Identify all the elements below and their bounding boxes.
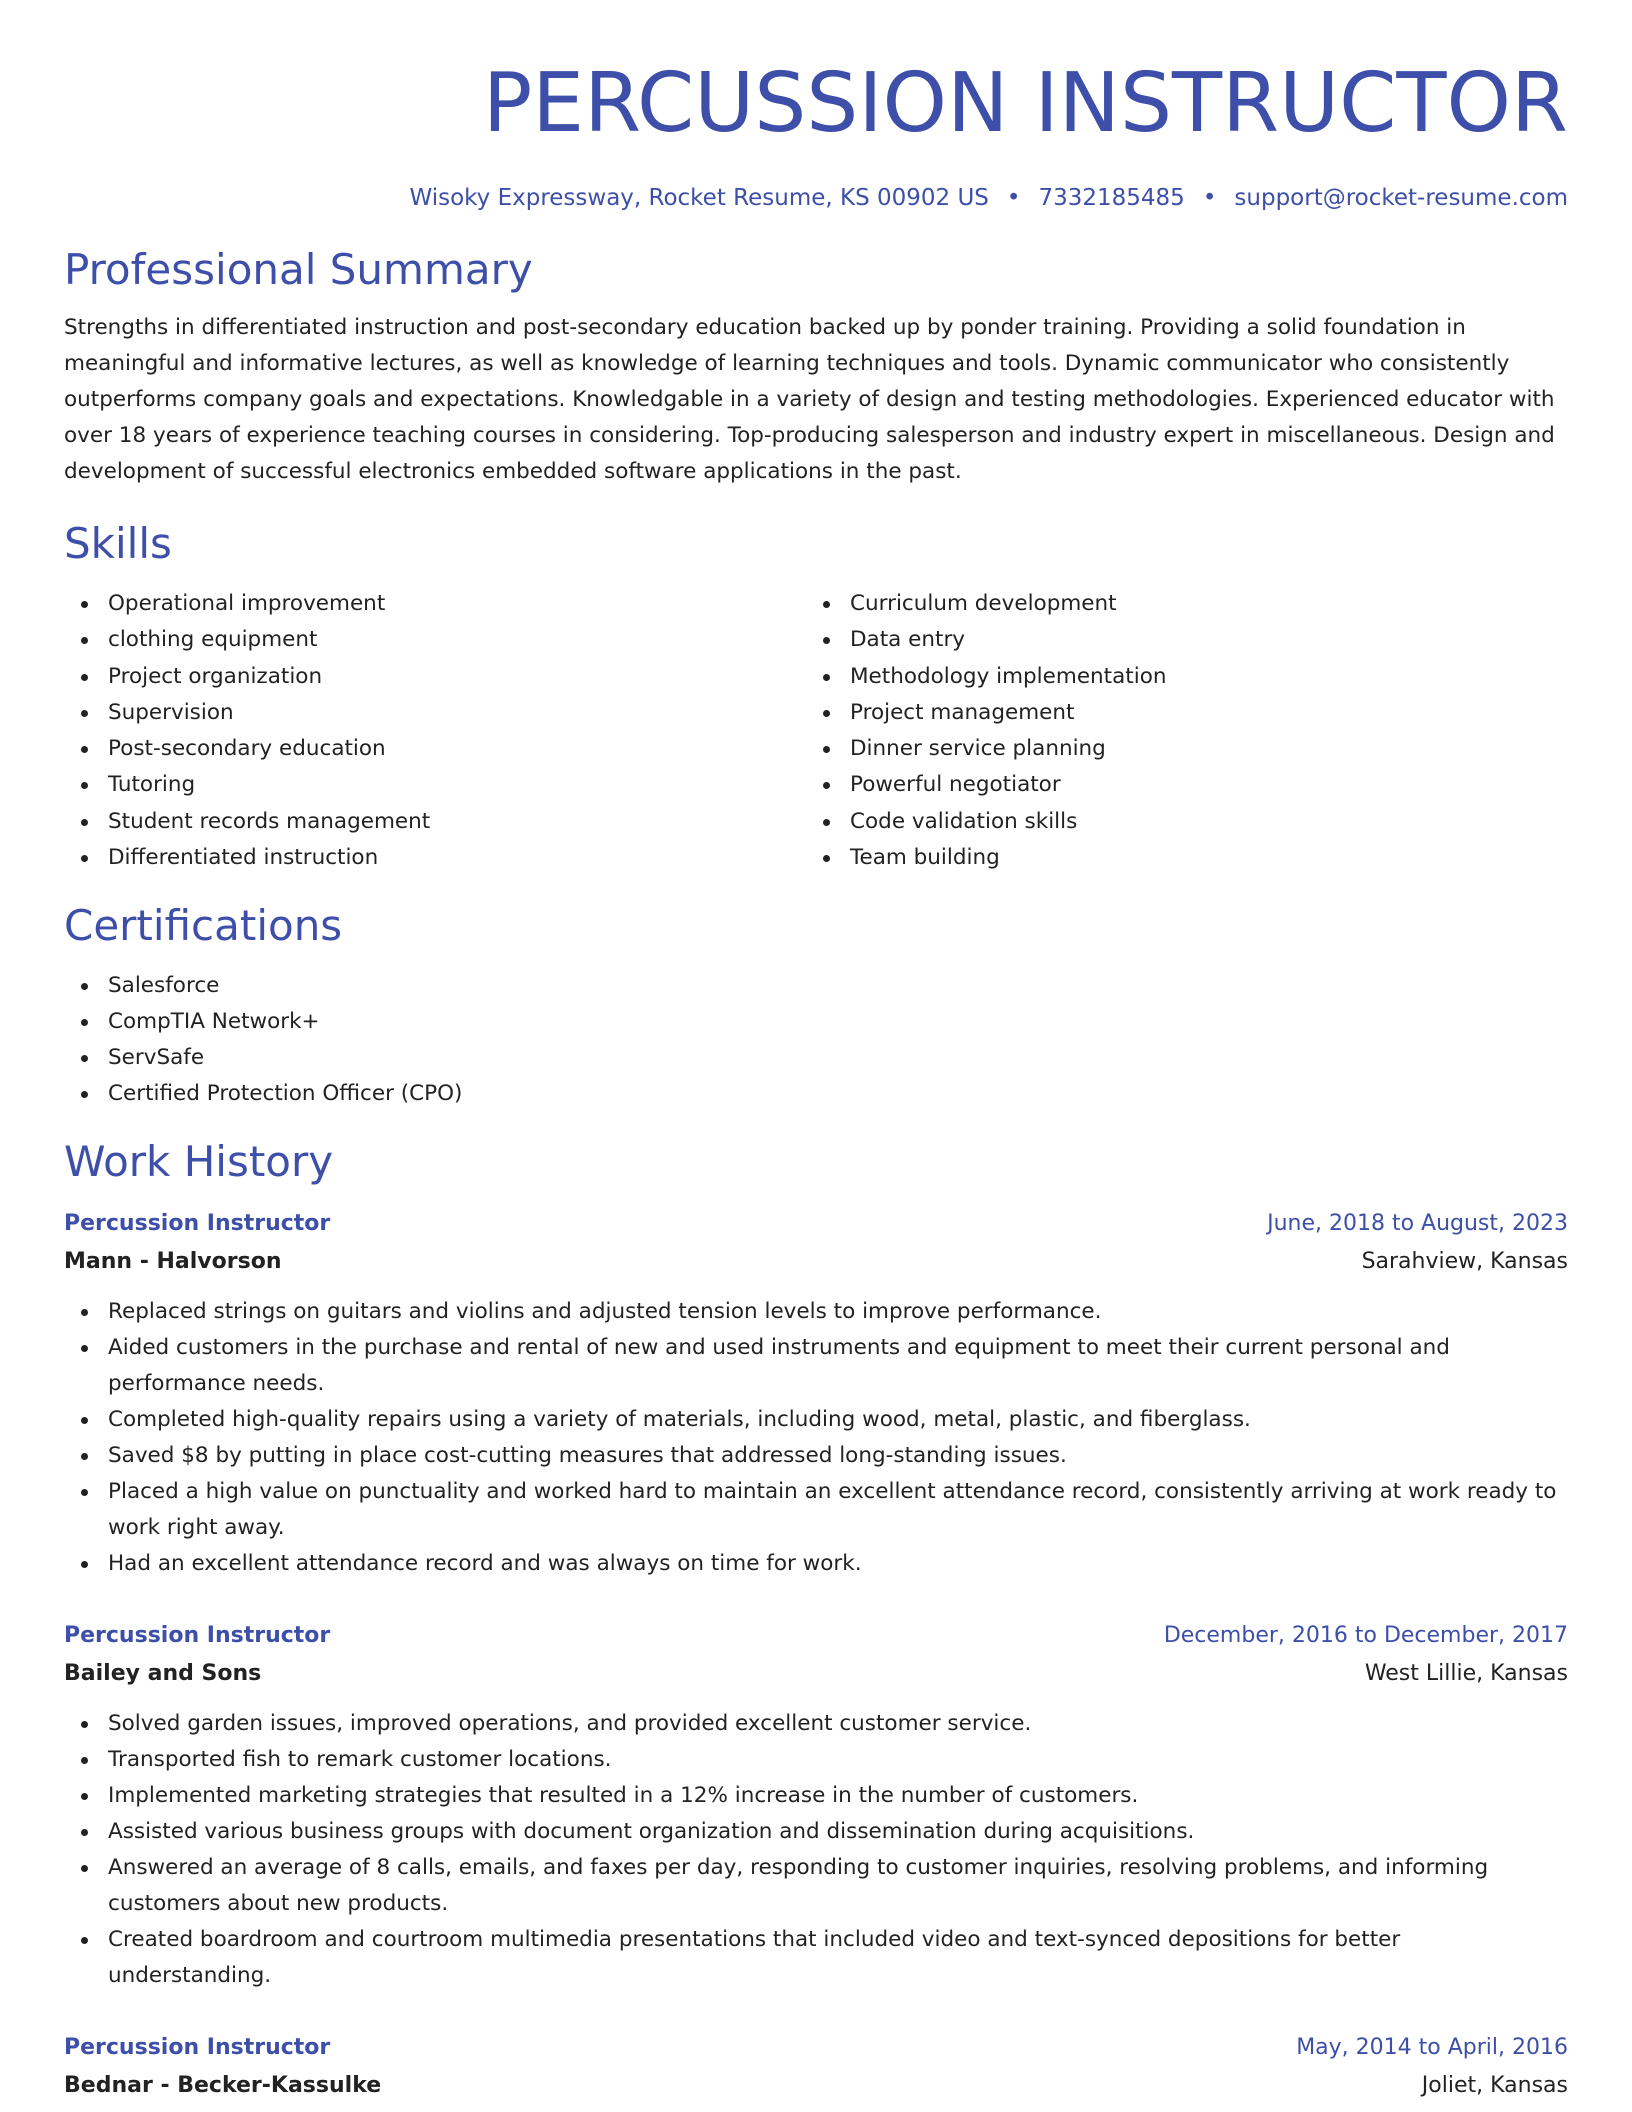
certifications-list bbox=[64, 968, 1568, 1112]
job-dates: December, 2016 to December, 2017 bbox=[1163, 1623, 1568, 1649]
job-bullet: Placed a high value on punctuality and worked hard to maintain an excellent attendance record, consistently arriving at work ready to work right away. bbox=[64, 1474, 1568, 1546]
job-bullet: Answered an average of 8 calls, emails, and faxes per day, responding to customer inquiries, resolving problems, and informing customers about new products. bbox=[64, 1850, 1568, 1922]
job-dates: May, 2014 to April, 2016 bbox=[1296, 2035, 1568, 2061]
certification-item: Salesforce bbox=[64, 968, 1568, 1004]
skill-item: Operational improvement bbox=[64, 586, 806, 622]
job-dates: June, 2018 to August, 2023 bbox=[1267, 1211, 1568, 1237]
skill-item: Supervision bbox=[64, 695, 806, 731]
job-location: Sarahview, Kansas bbox=[1361, 1249, 1568, 1275]
certifications-heading: Certifications bbox=[64, 901, 343, 951]
certification-item: Certified Protection Officer (CPO) bbox=[64, 1076, 1568, 1112]
contact-separator: • bbox=[1006, 185, 1021, 211]
skills-heading: Skills bbox=[64, 519, 172, 568]
skill-item: clothing equipment bbox=[64, 622, 806, 658]
job-entry bbox=[64, 1206, 1568, 1582]
job-bullet: Transported fish to remark customer locations. bbox=[64, 1742, 1568, 1778]
job-bullets bbox=[64, 1706, 1568, 1994]
contact-line bbox=[64, 184, 1568, 212]
certification-item: ServSafe bbox=[64, 1040, 1568, 1076]
page-title: PERCUSSION INSTRUCTOR bbox=[482, 56, 1568, 151]
skill-item: Project organization bbox=[64, 659, 806, 695]
skill-item: Curriculum development bbox=[806, 586, 1548, 622]
skill-item: Methodology implementation bbox=[806, 659, 1548, 695]
job-bullet: Completed high-quality repairs using a variety of materials, including wood, metal, plastic, and fiberglass. bbox=[64, 1402, 1568, 1438]
job-bullet: Saved $8 by putting in place cost-cutting measures that addressed long-standing issues. bbox=[64, 1438, 1568, 1474]
job-company: Mann - Halvorson bbox=[64, 1249, 282, 1275]
skill-item: Tutoring bbox=[64, 767, 806, 803]
skills-list-right bbox=[806, 586, 1548, 876]
contact-separator: • bbox=[1202, 185, 1217, 211]
resume-page bbox=[64, 0, 1568, 2106]
job-bullet: Replaced strings on guitars and violins and adjusted tension levels to improve performance. bbox=[64, 1294, 1568, 1330]
skill-item: Post-secondary education bbox=[64, 731, 806, 767]
job-title: Percussion Instructor bbox=[64, 1623, 331, 1649]
job-title: Percussion Instructor bbox=[64, 2035, 331, 2061]
skill-item: Data entry bbox=[806, 622, 1548, 658]
skill-item: Code validation skills bbox=[806, 804, 1548, 840]
job-company-row bbox=[64, 1242, 1568, 1282]
job-bullet: Had an excellent attendance record and was always on time for work. bbox=[64, 1546, 1568, 1582]
skill-item: Student records management bbox=[64, 804, 806, 840]
contact-phone: 7332185485 bbox=[1038, 185, 1185, 211]
summary-heading: Professional Summary bbox=[64, 245, 533, 294]
job-bullet: Aided customers in the purchase and rental of new and used instruments and equipment to meet their current personal and performance needs. bbox=[64, 1330, 1568, 1402]
contact-email: support@rocket-resume.com bbox=[1234, 185, 1568, 211]
skill-item: Differentiated instruction bbox=[64, 840, 806, 876]
skill-item: Powerful negotiator bbox=[806, 767, 1548, 803]
skill-item: Project management bbox=[806, 695, 1548, 731]
skill-item: Dinner service planning bbox=[806, 731, 1548, 767]
job-title-row bbox=[64, 1206, 1568, 1242]
job-entry bbox=[64, 1618, 1568, 1994]
job-title: Percussion Instructor bbox=[64, 1211, 331, 1237]
certification-item: CompTIA Network+ bbox=[64, 1004, 1568, 1040]
job-company-row bbox=[64, 2066, 1568, 2106]
job-bullet: Solved garden issues, improved operations, and provided excellent customer service. bbox=[64, 1706, 1568, 1742]
job-bullet: Created boardroom and courtroom multimedia presentations that included video and text-synced depositions for better understanding. bbox=[64, 1922, 1568, 1994]
summary-text: Strengths in differentiated instruction and post-secondary education backed up by ponder training. Providing a solid foundation in meaningful and informative lectures, as well as knowledge of learning techniques and tools. Dynamic communicator who consistently outperforms company goals and expectations. Knowledgable in a variety of design and testing methodologies. Experienced educator with over 18 years of experience teaching courses in considering. Top-producing salesperson and industry expert in miscellaneous. Design and development of successful electronics embedded software applications in the past. bbox=[64, 315, 1555, 484]
job-bullet: Assisted various business groups with document organization and dissemination during acquisitions. bbox=[64, 1814, 1568, 1850]
job-location: West Lillie, Kansas bbox=[1364, 1661, 1568, 1687]
job-entry bbox=[64, 2030, 1568, 2106]
job-bullets bbox=[64, 1294, 1568, 1582]
skills-columns bbox=[64, 586, 1568, 876]
skills-column-right bbox=[806, 586, 1548, 876]
job-company: Bailey and Sons bbox=[64, 1661, 262, 1687]
job-location: Joliet, Kansas bbox=[1421, 2073, 1568, 2099]
job-title-row bbox=[64, 2030, 1568, 2066]
work-history-heading: Work History bbox=[64, 1137, 334, 1187]
skill-item: Team building bbox=[806, 840, 1548, 876]
job-company-row bbox=[64, 1654, 1568, 1694]
job-title-row bbox=[64, 1618, 1568, 1654]
job-bullet: Implemented marketing strategies that resulted in a 12% increase in the number of customers. bbox=[64, 1778, 1568, 1814]
contact-address: Wisoky Expressway, Rocket Resume, KS 00902 US bbox=[409, 185, 989, 211]
skills-column-left bbox=[64, 586, 806, 876]
skills-list-left bbox=[64, 586, 806, 876]
job-company: Bednar - Becker-Kassulke bbox=[64, 2073, 382, 2099]
